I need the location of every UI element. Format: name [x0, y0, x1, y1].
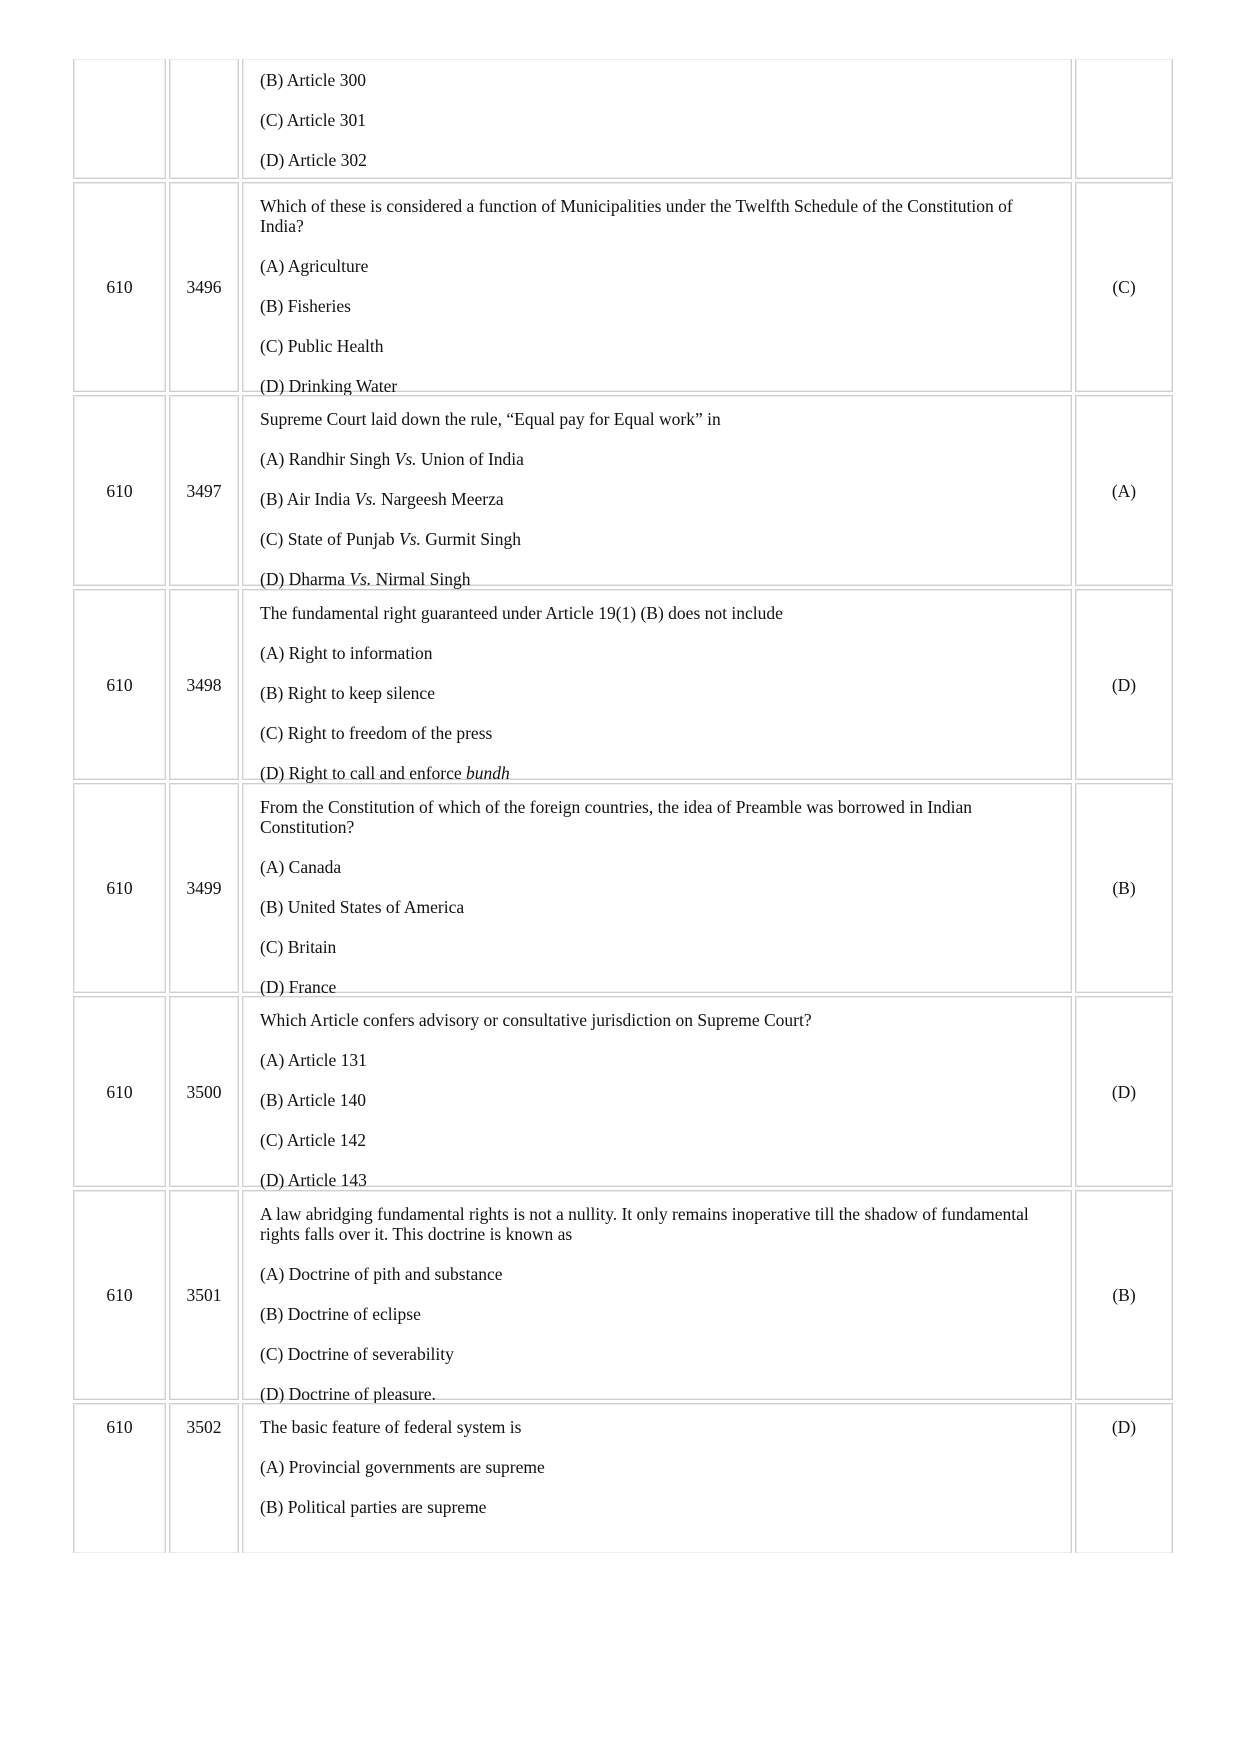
answer-option: (B) Article 300	[260, 70, 366, 90]
question-number-cell	[169, 589, 239, 780]
question-number-cell	[169, 783, 239, 993]
table-row	[73, 59, 1173, 179]
table-row	[73, 182, 1173, 396]
answer-option: (B) Doctrine of eclipse	[260, 1304, 421, 1324]
paper-code: 610	[106, 1081, 133, 1102]
answer-key-cell	[1075, 59, 1173, 179]
answer-option	[260, 763, 1055, 783]
question-cell	[242, 59, 1072, 179]
paper-code-cell	[73, 589, 166, 780]
question-cell	[242, 1190, 1072, 1404]
answer-option: (C) Britain	[260, 937, 337, 957]
question-table	[73, 59, 1173, 1553]
answer-option: (B) Fisheries	[260, 296, 351, 316]
answer-option: (C) Article 142	[260, 1130, 366, 1150]
answer-option	[260, 489, 1055, 509]
option-text: (D) Dharma	[260, 569, 350, 589]
answer-option: (A) Canada	[260, 857, 342, 877]
option-text: Gurmit Singh	[420, 529, 522, 549]
question-cell	[242, 996, 1072, 1190]
question-text: Which of these is considered a function of Municipalities under the Twelfth Schedule of the Constitution of India?	[260, 196, 1013, 236]
option-italic-text: Vs.	[354, 489, 377, 509]
answer-option: (B) Article 140	[260, 1090, 366, 1110]
question-text: A law abridging fundamental rights is not a nullity. It only remains inoperative till the shadow of fundamental rights falls over it. This doctrine is known as	[260, 1204, 1029, 1244]
question-number-cell	[169, 1190, 239, 1400]
answer-option: (D) Drinking Water	[260, 376, 398, 396]
answer-option: (D) France	[260, 977, 337, 997]
paper-code-cell	[73, 182, 166, 392]
option-text: Nirmal Singh	[371, 569, 471, 589]
question-number-cell	[169, 182, 239, 392]
answer-key: (B)	[1112, 1285, 1136, 1305]
question-number: 3499	[186, 878, 222, 898]
table-row	[73, 996, 1173, 1190]
option-text: (D) Right to call and enforce	[260, 763, 467, 783]
question-number: 3498	[186, 674, 222, 695]
answer-key-cell	[1075, 1190, 1173, 1400]
paper-code-cell	[73, 59, 166, 179]
paper-code: 610	[106, 277, 133, 297]
answer-key: (C)	[1112, 277, 1136, 297]
paper-code-cell	[73, 783, 166, 993]
question-number: 3502	[186, 1417, 222, 1437]
question-text: The basic feature of federal system is	[260, 1417, 522, 1437]
table-row	[73, 1190, 1173, 1404]
answer-option: (D) Article 302	[260, 150, 367, 170]
option-text: (A) Randhir Singh	[260, 449, 395, 469]
question-number-cell	[169, 395, 239, 586]
answer-key-cell	[1075, 182, 1173, 392]
table-row	[73, 1403, 1173, 1553]
table-row	[73, 395, 1173, 589]
paper-code: 610	[106, 878, 133, 898]
question-text: The fundamental right guaranteed under Article 19(1) (B) does not include	[260, 603, 783, 623]
question-cell	[242, 589, 1072, 783]
paper-code: 610	[106, 674, 133, 695]
paper-code-cell	[73, 1190, 166, 1400]
answer-option: (C) Right to freedom of the press	[260, 723, 493, 743]
answer-option: (A) Provincial governments are supreme	[260, 1457, 545, 1477]
paper-code: 610	[106, 1417, 133, 1437]
answer-option: (D) Doctrine of pleasure.	[260, 1384, 436, 1404]
question-number-cell	[169, 996, 239, 1187]
question-text: Which Article confers advisory or consultative jurisdiction on Supreme Court?	[260, 1010, 812, 1030]
question-number: 3497	[186, 480, 222, 501]
answer-option: (A) Agriculture	[260, 256, 369, 276]
option-text: (B) Air India	[260, 489, 355, 509]
answer-option: (B) Right to keep silence	[260, 683, 435, 703]
answer-option: (B) United States of America	[260, 897, 465, 917]
question-cell	[242, 395, 1072, 589]
answer-key: (D)	[1111, 1417, 1137, 1437]
answer-option	[260, 529, 1055, 549]
option-italic-text: Vs.	[399, 529, 421, 549]
question-text: From the Constitution of which of the foreign countries, the idea of Preamble was borrowed in Indian Constitution?	[260, 797, 972, 837]
question-cell	[242, 1403, 1072, 1553]
option-italic-text: Vs.	[349, 569, 372, 589]
option-text: (C) State of Punjab	[260, 529, 400, 549]
answer-key: (A)	[1111, 480, 1137, 501]
answer-key-cell	[1075, 1403, 1173, 1553]
answer-option: (C) Article 301	[260, 110, 366, 130]
question-number: 3496	[186, 277, 222, 297]
question-text: Supreme Court laid down the rule, “Equal pay for Equal work” in	[260, 409, 721, 429]
option-text: Union of India	[416, 449, 524, 469]
answer-option: (C) Doctrine of severability	[260, 1344, 454, 1364]
paper-code-cell	[73, 996, 166, 1187]
question-cell	[242, 783, 1072, 997]
answer-option: (A) Article 131	[260, 1050, 367, 1070]
paper-code-cell	[73, 1403, 166, 1553]
answer-key: (B)	[1112, 878, 1136, 898]
answer-key: (D)	[1111, 1081, 1137, 1102]
paper-code: 610	[106, 480, 133, 501]
option-text: Nargeesh Meerza	[376, 489, 504, 509]
question-number-cell	[169, 59, 239, 179]
table-row	[73, 589, 1173, 783]
answer-option: (A) Right to information	[260, 643, 433, 663]
paper-code: 610	[106, 1285, 133, 1305]
answer-option: (D) Article 143	[260, 1170, 367, 1190]
answer-option: (B) Political parties are supreme	[260, 1497, 487, 1517]
option-italic-text: bundh	[466, 763, 510, 783]
question-number-cell	[169, 1403, 239, 1553]
answer-key-cell	[1075, 589, 1173, 780]
answer-option	[260, 569, 1055, 589]
answer-key-cell	[1075, 783, 1173, 993]
question-cell	[242, 182, 1072, 396]
answer-option: (A) Doctrine of pith and substance	[260, 1264, 503, 1284]
paper-code-cell	[73, 395, 166, 586]
answer-key-cell	[1075, 996, 1173, 1187]
answer-option: (C) Public Health	[260, 336, 384, 356]
answer-key: (D)	[1111, 674, 1137, 695]
option-italic-text: Vs.	[394, 449, 417, 469]
answer-option	[260, 449, 1055, 469]
question-number: 3501	[186, 1285, 222, 1305]
answer-key-cell	[1075, 395, 1173, 586]
table-row	[73, 783, 1173, 997]
question-number: 3500	[186, 1081, 222, 1102]
